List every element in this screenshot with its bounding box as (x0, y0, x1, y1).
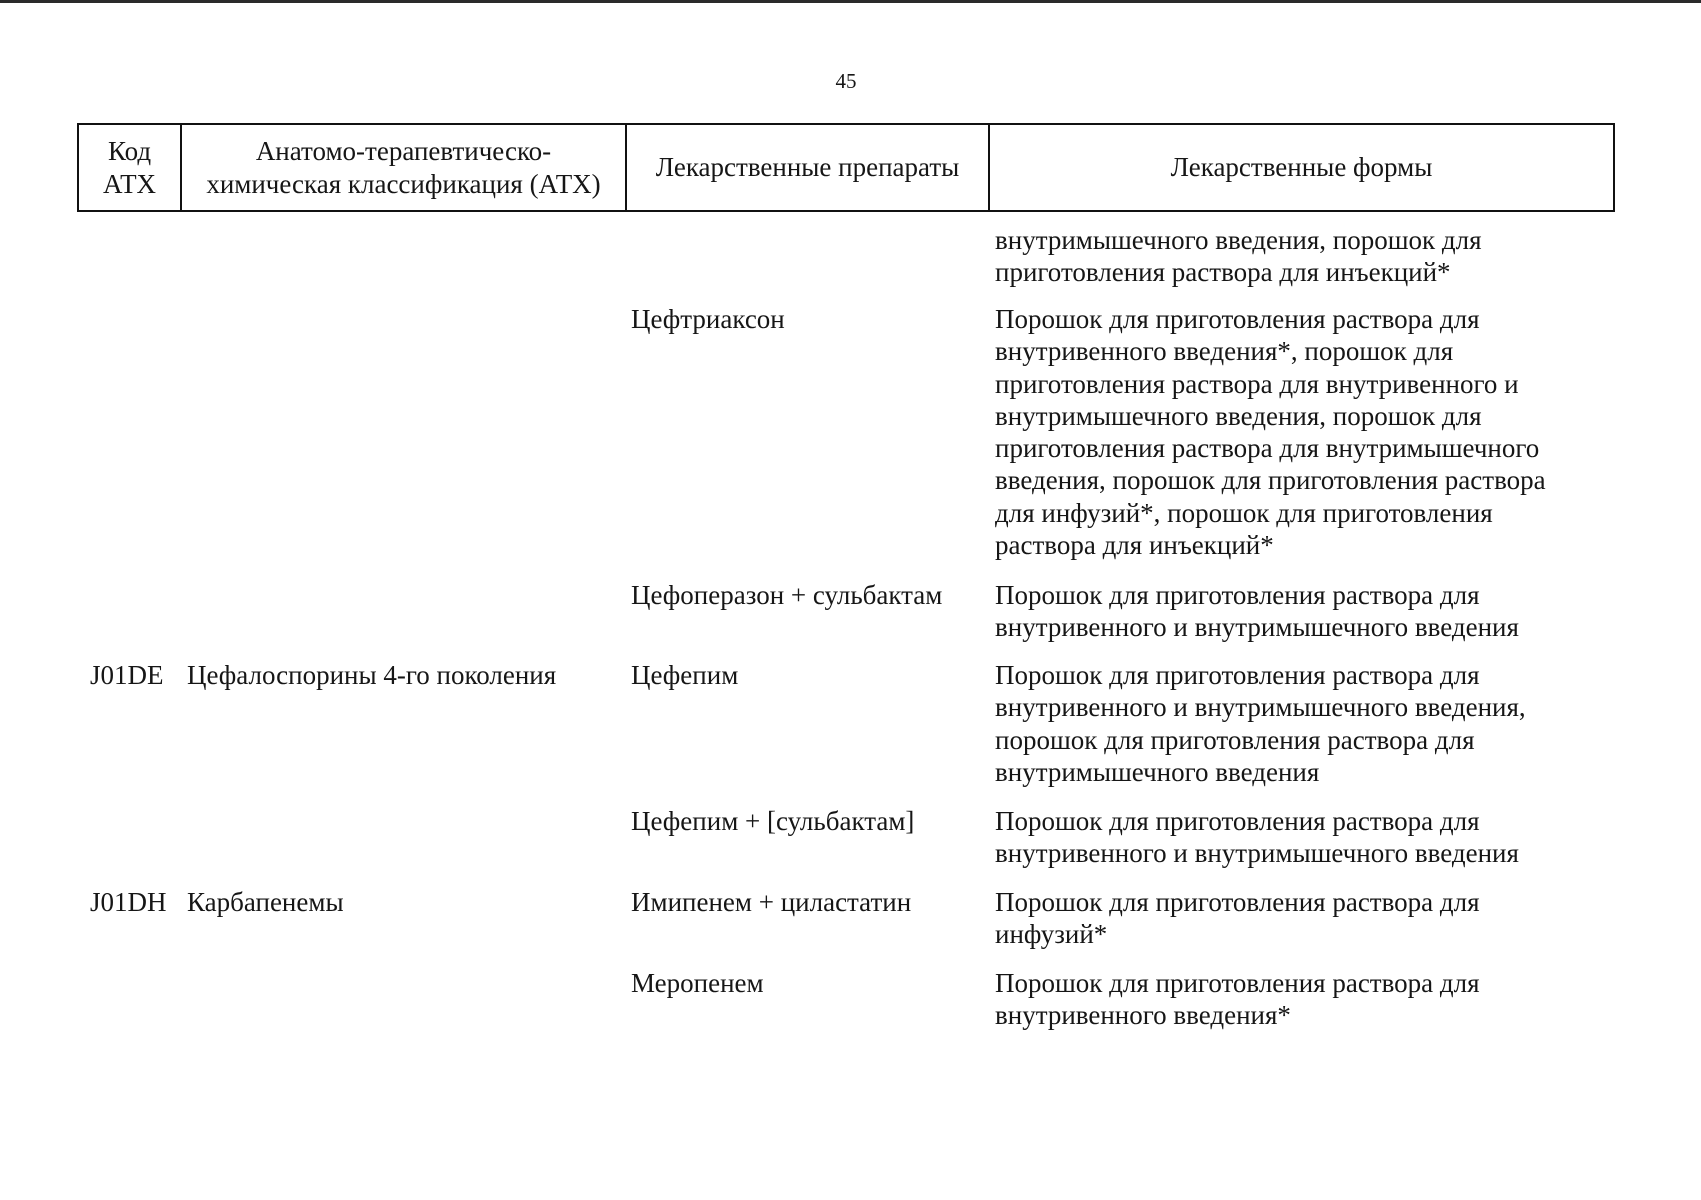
page-number: 45 (835, 69, 857, 93)
forms-cell: Порошок для приготовления раствора для внутривенного и внутримышечного введения (995, 806, 1519, 869)
header-drugs: Лекарственные препараты (625, 125, 988, 210)
forms-cell: Порошок для приготовления раствора для внутривенного введения* (995, 968, 1480, 1031)
header-code: Код АТХ (102, 136, 157, 199)
table-header (77, 123, 1615, 212)
scan-edge-line (0, 0, 1701, 3)
drug-cell: Цефепим (631, 660, 739, 690)
drug-cell: Меропенем (631, 968, 764, 998)
drug-cell: Цефепим + [сульбактам] (631, 806, 915, 836)
forms-cell: Порошок для приготовления раствора для инфузий* (995, 887, 1480, 950)
drug-cell: Цефтриаксон (631, 304, 785, 334)
drug-cell: Цефоперазон + сульбактам (631, 580, 943, 610)
header-classification: Анатомо-терапевтическо- химическая классификация (АТХ) (180, 125, 625, 210)
forms-cell: Порошок для приготовления раствора для внутривенного и внутримышечного введения, порошок для приготовления раствора для внутримышечного введения (995, 660, 1526, 787)
forms-cell: Порошок для приготовления раствора для внутривенного введения*, порошок для приготовления раствора для внутривенного и внутримышечного введения, порошок для приготовления раствора для внутримышечного введения, порошок для приготовления раствора для инфузий*, порошок для приготовления раствора для инъекций* (995, 304, 1546, 561)
drug-cell: Имипенем + циластатин (631, 887, 912, 917)
forms-cell: Порошок для приготовления раствора для внутривенного и внутримышечного введения (995, 580, 1519, 643)
code-cell: J01DH (90, 887, 167, 917)
classification-cell: Цефалоспорины 4-го поколения (187, 660, 557, 690)
forms-cell: внутримышечного введения, порошок для приготовления раствора для инъекций* (995, 225, 1482, 288)
classification-cell: Карбапенемы (187, 887, 344, 917)
header-forms: Лекарственные формы (988, 125, 1613, 210)
code-cell: J01DE (90, 660, 164, 690)
